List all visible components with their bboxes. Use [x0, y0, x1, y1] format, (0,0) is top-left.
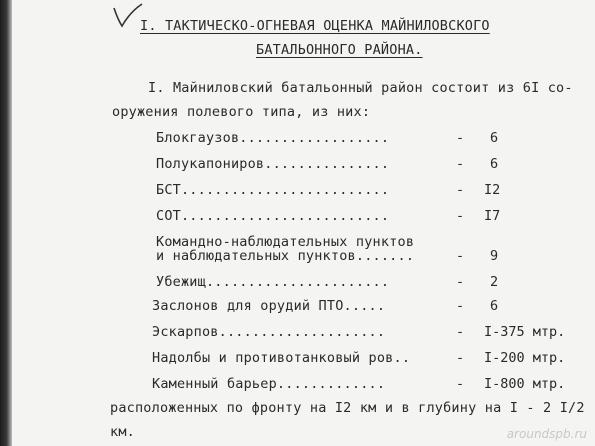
item-value: I-375 мтр.	[484, 324, 566, 340]
intro-line-2: оружения полевого типа, из них:	[112, 104, 371, 120]
item-dash: -	[456, 376, 465, 392]
item-name-continued: и наблюдательных пунктов.......	[156, 248, 415, 264]
item-value: 6	[490, 298, 499, 314]
item-name: СОТ.........................	[156, 208, 390, 224]
watermark: aroundspb.ru	[506, 427, 587, 441]
binding-edge	[0, 0, 12, 446]
item-name: БСТ.........................	[156, 182, 390, 198]
item-name: Командно-наблюдательных пунктов	[156, 234, 415, 250]
item-value: 9	[490, 248, 499, 264]
item-dash: -	[456, 324, 465, 340]
item-value: I-200 мтр.	[484, 350, 566, 366]
item-dash: -	[456, 130, 465, 146]
item-value: I2	[484, 182, 501, 198]
footer-line-1: расположенных по фронту на I2 км и в глубину на I - 2 I/2	[110, 400, 585, 416]
item-value: 6	[490, 130, 499, 146]
item-dash: -	[456, 274, 465, 290]
item-value: 2	[490, 274, 499, 290]
intro-line-1: I. Майниловский батальонный район состоит из 6I со-	[148, 80, 573, 96]
item-dash: -	[456, 350, 465, 366]
item-name: Полукапониров...............	[156, 156, 390, 172]
item-dash: -	[456, 156, 465, 172]
item-value: 6	[490, 156, 499, 172]
item-name: Эскарпов....................	[152, 324, 386, 340]
item-name: Заслонов для орудий ПТО.....	[152, 298, 386, 314]
item-dash: -	[456, 248, 465, 264]
item-value: I7	[484, 208, 501, 224]
item-dash: -	[456, 208, 465, 224]
title-line-2: БАТАЛЬОННОГО РАЙОНА.	[256, 42, 423, 58]
title-line-1: I. ТАКТИЧЕСКО-ОГНЕВАЯ ОЦЕНКА МАЙНИЛОВСКОГО	[140, 18, 490, 34]
item-name: Надолбы и противотанковый ров..	[152, 350, 411, 366]
item-name: Блокгаузов..................	[156, 130, 390, 146]
item-name: Убежищ......................	[156, 274, 390, 290]
item-dash: -	[456, 182, 465, 198]
item-name: Каменный барьер.............	[152, 376, 386, 392]
item-value: I-800 мтр.	[484, 376, 566, 392]
footer-line-2: км.	[110, 424, 135, 440]
item-dash: -	[456, 298, 465, 314]
